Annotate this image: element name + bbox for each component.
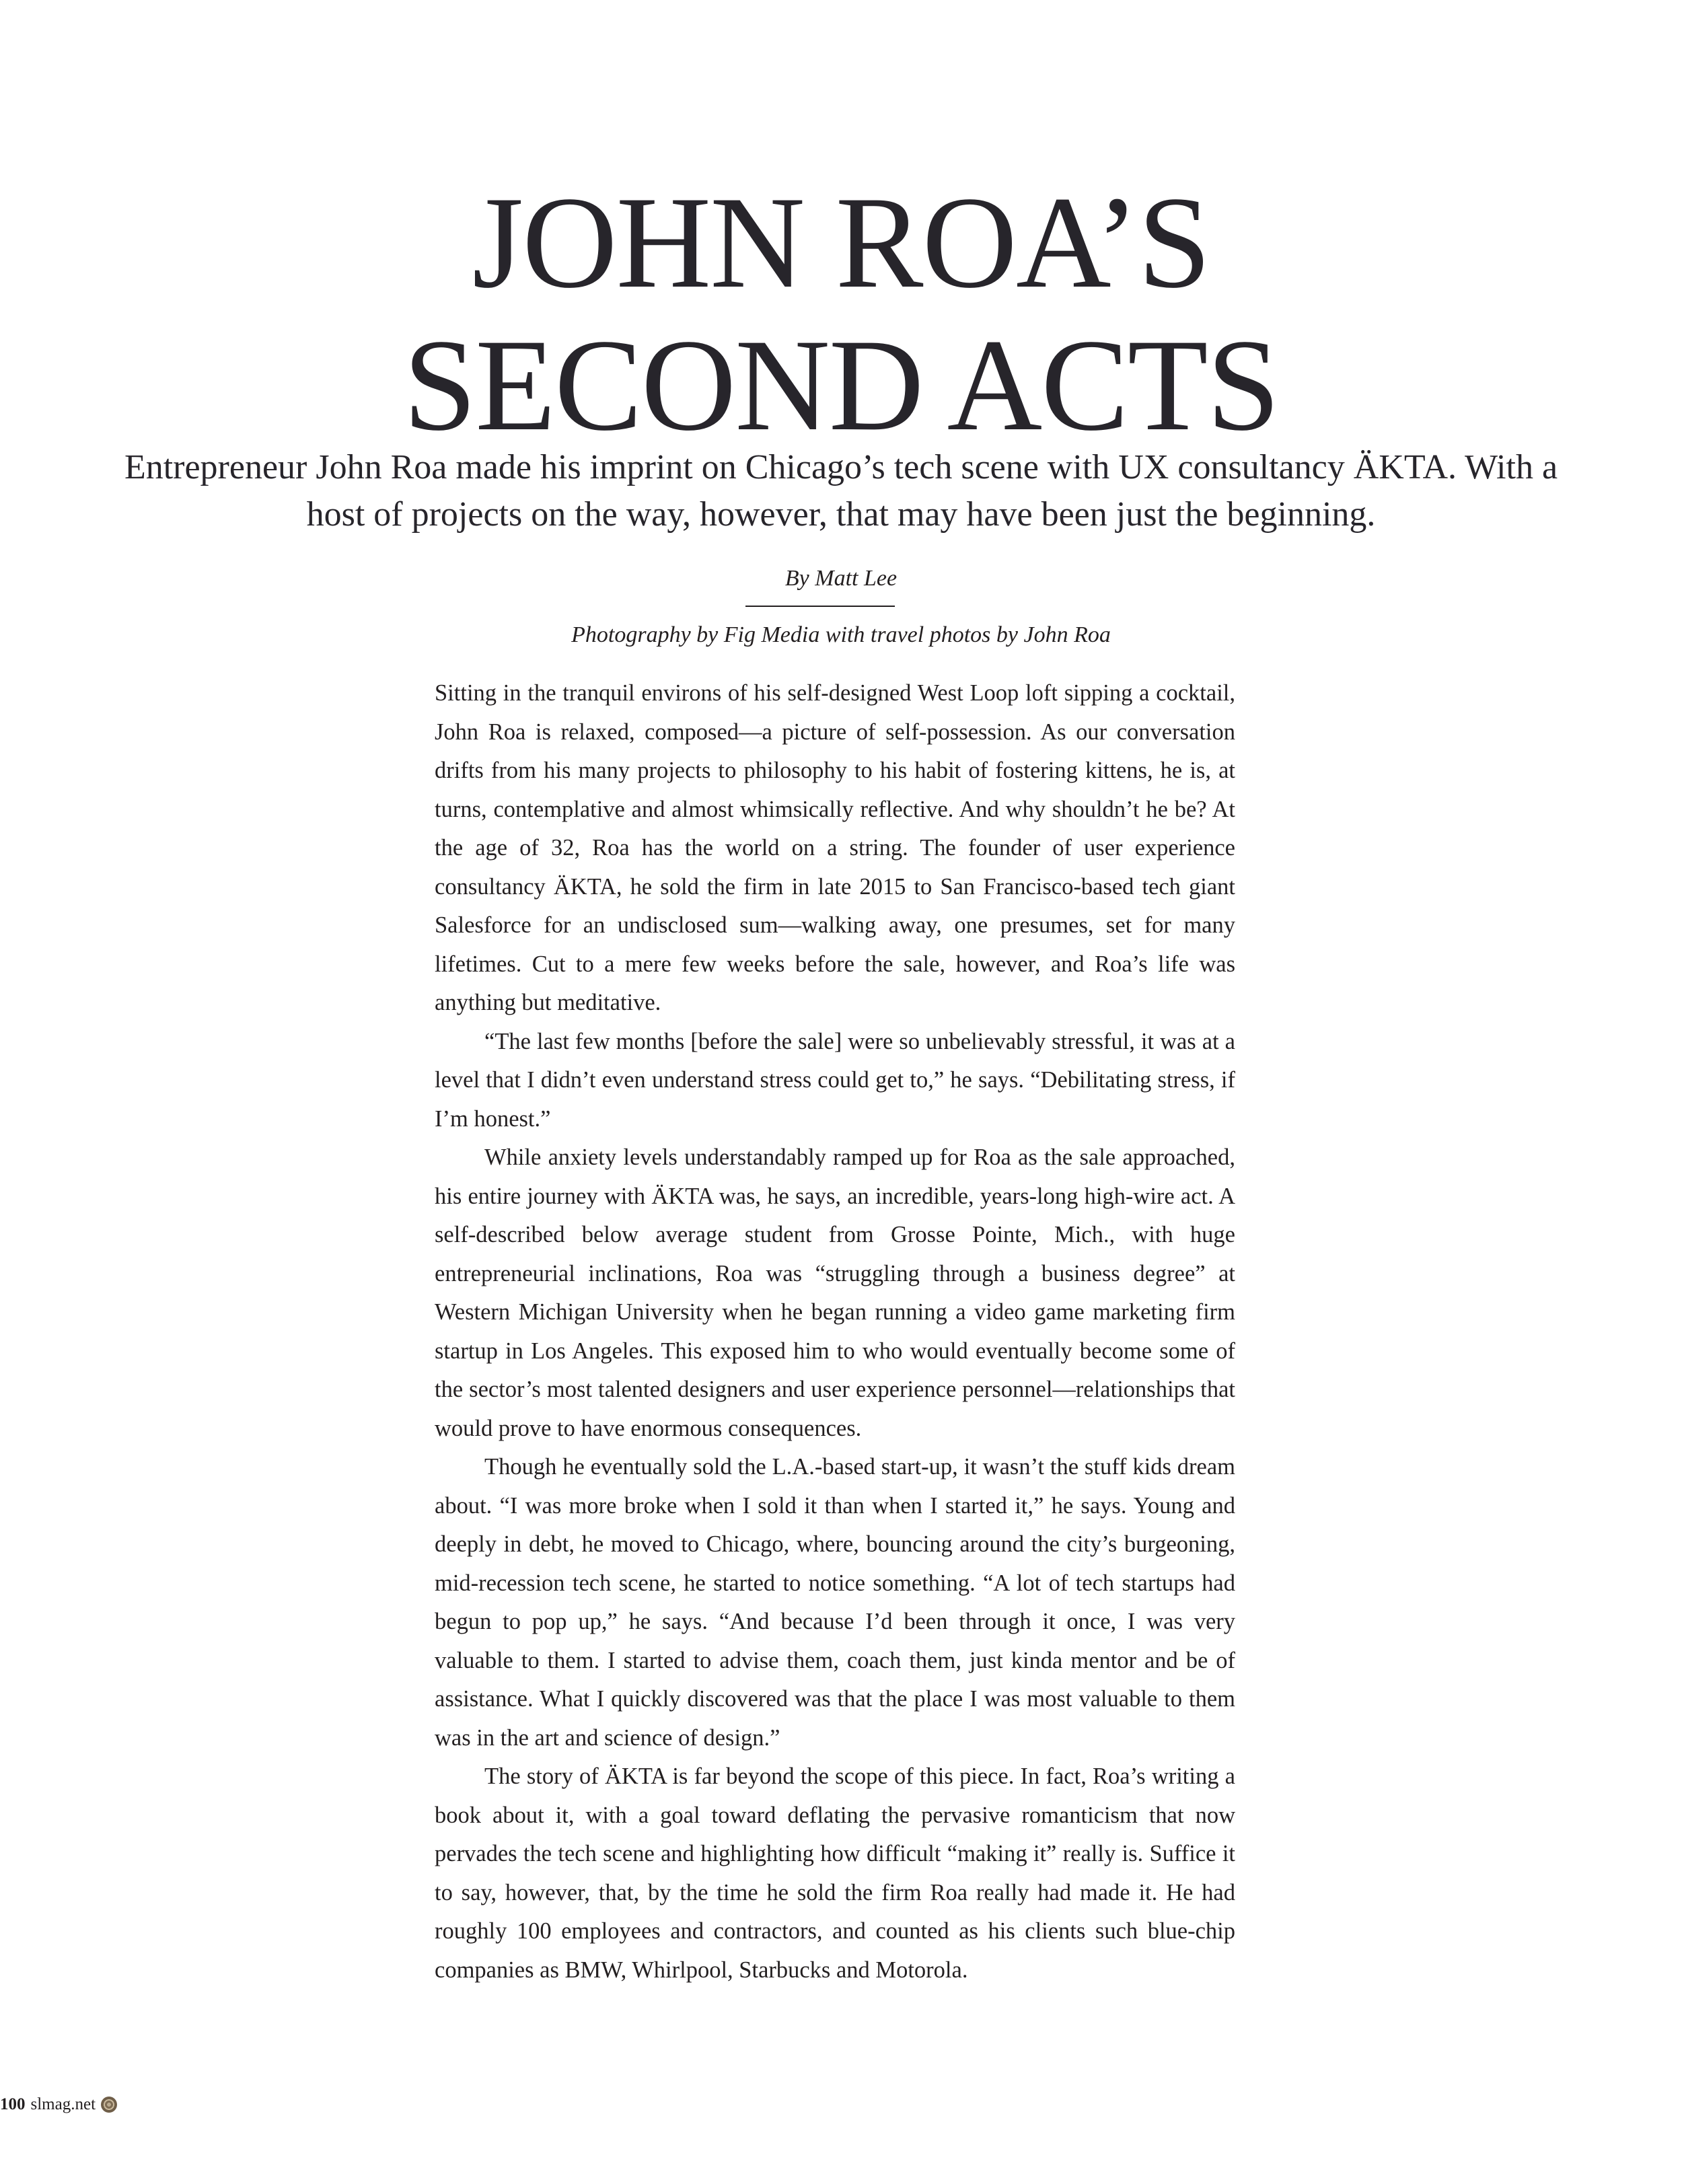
site-url: slmag.net	[30, 2095, 96, 2113]
article-body	[435, 674, 1235, 1990]
headline-line-2: SECOND ACTS	[403, 312, 1279, 458]
page-folio	[0, 2095, 117, 2115]
body-paragraph: The story of ÄKTA is far beyond the scope of this piece. In fact, Roa’s writing a book about it, with a goal toward deflating the pervasive romanticism that now pervades the tech scene and highlighting how difficult “making it” really is. Suffice it to say, however, that, by the time he sold the firm Roa really had made it. He had roughly 100 employees and contractors, and counted as his clients such blue-chip companies as BMW, Whirlpool, Starbucks and Motorola.	[435, 1763, 1235, 1983]
article-headline	[0, 172, 1682, 457]
ornament-icon	[101, 2097, 117, 2113]
page-number: 100	[0, 2095, 26, 2113]
body-paragraph: “The last few months [before the sale] were so unbelievably stressful, it was at a level that I didn’t even understand stress could get to,” he says. “Debilitating stress, if I’m honest.”	[435, 1028, 1235, 1132]
article-deck: Entrepreneur John Roa made his imprint on Chicago’s tech scene with UX consultancy ÄKTA. With a host of projects on the way, however, that may have been just the beginning.	[124, 448, 1558, 534]
body-paragraph: Sitting in the tranquil environs of his self-designed West Loop loft sipping a cocktail, John Roa is relaxed, composed—a picture of self-possession. As our conversation drifts from his many projects to philosophy to his habit of fostering kittens, he is, at turns, contemplative and almost whimsically reflective. And why shouldn’t he be? At the age of 32, Roa has the world on a string. The founder of user experience consultancy ÄKTA, he sold the firm in late 2015 to San Francisco-based tech giant Salesforce for an undisclosed sum—walking away, one presumes, set for many lifetimes. Cut to a mere few weeks before the sale, however, and Roa’s life was anything but meditative.	[435, 680, 1235, 1015]
body-paragraph: While anxiety levels understandably ramped up for Roa as the sale approached, his entire journey with ÄKTA was, he says, an incredible, years-long high-wire act. A self-described below average student from Grosse Pointe, Mich., with huge entrepreneurial inclinations, Roa was “struggling through a business degree” at Western Michigan University when he began running a video game marketing firm startup in Los Angeles. This exposed him to who would eventually become some of the sector’s most talented designers and user experience personnel—relationships that would prove to have enormous consequences.	[435, 1144, 1235, 1441]
headline-line-1: JOHN ROA’S	[472, 170, 1210, 316]
byline-divider	[745, 606, 895, 607]
byline: By Matt Lee	[784, 566, 898, 591]
photo-credit: Photography by Fig Media with travel photos by John Roa	[571, 622, 1111, 647]
body-paragraph: Though he eventually sold the L.A.-based start-up, it wasn’t the stuff kids dream about. “I was more broke when I sold it than when I started it,” he says. Young and deeply in debt, he moved to Chicago, where, bouncing around the city’s burgeoning, mid-recession tech scene, he started to notice something. “A lot of tech startups had begun to pop up,” he says. “And because I’d been through it once, I was very valuable to them. I started to advise them, coach them, just kinda mentor and be of assistance. What I quickly discovered was that the place I was most valuable to them was in the art and science of design.”	[435, 1454, 1235, 1751]
